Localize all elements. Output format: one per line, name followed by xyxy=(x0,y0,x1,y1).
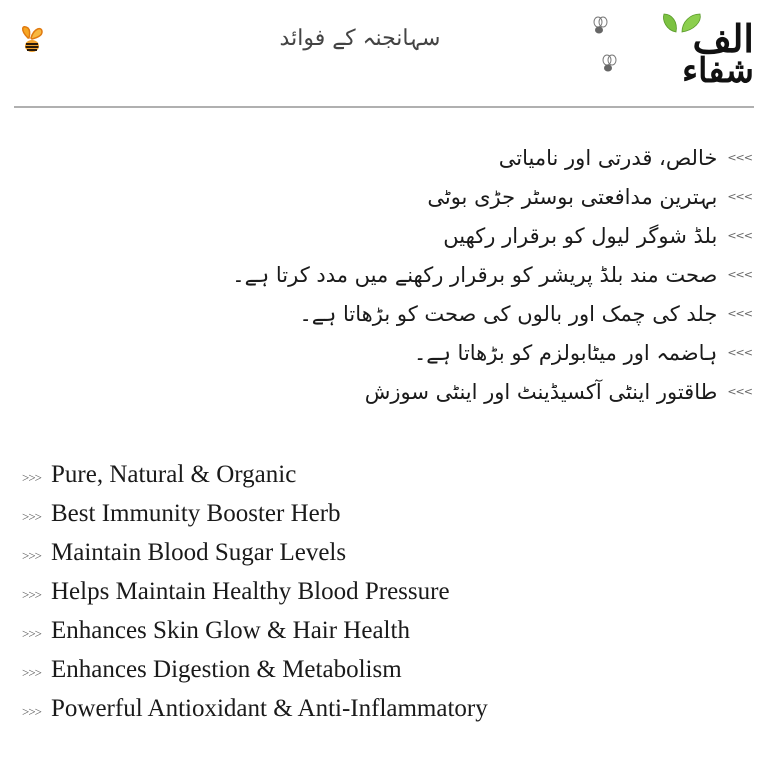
bullet-icon: <<< xyxy=(727,229,752,242)
benefit-text: صحت مند بلڈ پریشر کو برقرار رکھنے میں مدد کرتا ہے۔ xyxy=(232,262,718,287)
benefit-text: خالص، قدرتی اور نامیاتی xyxy=(498,145,718,170)
list-item xyxy=(232,372,752,411)
list-item xyxy=(22,611,488,650)
bullet-icon: <<< xyxy=(727,151,752,164)
bee-orange-icon xyxy=(14,22,50,58)
bee-gray-icon xyxy=(588,14,612,38)
english-benefits-list xyxy=(22,455,488,728)
benefit-text: طاقتور اینٹی آکسیڈینٹ اور اینٹی سوزش xyxy=(364,379,718,404)
benefit-text: Helps Maintain Healthy Blood Pressure xyxy=(51,577,450,605)
bullet-icon: >>> xyxy=(22,508,41,524)
benefit-text: ہاضمہ اور میٹابولزم کو بڑھاتا ہے۔ xyxy=(413,340,718,365)
list-item xyxy=(232,177,752,216)
benefit-text: Pure, Natural & Organic xyxy=(51,460,297,488)
list-item xyxy=(22,494,488,533)
benefit-text: Best Immunity Booster Herb xyxy=(51,499,341,527)
list-item xyxy=(232,138,752,177)
header xyxy=(0,0,768,110)
benefit-text: Enhances Skin Glow & Hair Health xyxy=(51,616,410,644)
bullet-icon: >>> xyxy=(22,586,41,602)
benefit-text: Maintain Blood Sugar Levels xyxy=(51,538,347,566)
bullet-icon: >>> xyxy=(22,625,41,641)
brand-logo xyxy=(650,8,754,90)
bullet-icon: <<< xyxy=(727,190,752,203)
bullet-icon: <<< xyxy=(727,268,752,281)
urdu-benefits-list xyxy=(232,138,752,411)
bullet-icon: >>> xyxy=(22,469,41,485)
header-divider xyxy=(14,106,754,108)
list-item xyxy=(22,533,488,572)
list-item xyxy=(22,455,488,494)
benefit-text: بہترین مدافعتی بوسٹر جڑی بوٹی xyxy=(427,184,718,209)
benefit-text: بلڈ شوگر لیول کو برقرار رکھیں xyxy=(443,223,718,248)
bullet-icon: <<< xyxy=(727,385,752,398)
list-item xyxy=(232,333,752,372)
logo-line2: شفاء xyxy=(681,51,754,91)
logo-line1: الف xyxy=(692,16,754,61)
bullet-icon: <<< xyxy=(727,346,752,359)
bullet-icon: >>> xyxy=(22,664,41,680)
list-item xyxy=(232,216,752,255)
benefit-text: Powerful Antioxidant & Anti-Inflammatory xyxy=(51,694,488,722)
bullet-icon: <<< xyxy=(727,307,752,320)
list-item xyxy=(22,572,488,611)
list-item xyxy=(232,294,752,333)
bee-gray-icon xyxy=(597,52,621,76)
page-title: سہانجنہ کے فوائد xyxy=(279,26,441,51)
list-item xyxy=(232,255,752,294)
bullet-icon: >>> xyxy=(22,703,41,719)
list-item xyxy=(22,689,488,728)
benefit-text: جلد کی چمک اور بالوں کی صحت کو بڑھاتا ہے۔ xyxy=(299,301,718,326)
benefit-text: Enhances Digestion & Metabolism xyxy=(51,655,402,683)
list-item xyxy=(22,650,488,689)
bullet-icon: >>> xyxy=(22,547,41,563)
